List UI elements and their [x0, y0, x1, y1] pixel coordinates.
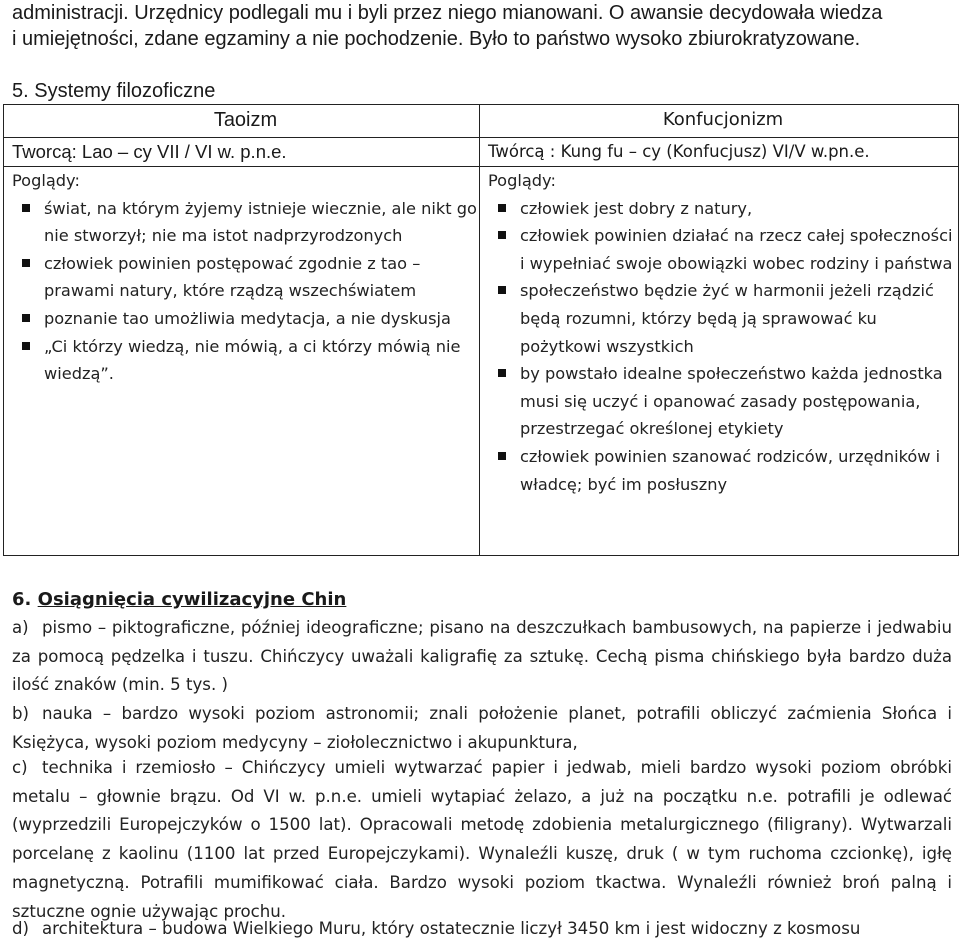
- list-item-text: świat, na którym żyjemy istnieje wiecznie, ale nikt go nie stworzył; nie ma istot nadprzyrodzonych: [44, 198, 477, 246]
- intro-line-1: administracji. Urzędnicy podlegali mu i byli przez niego mianowani. O awansie decydowała wiedza: [12, 2, 883, 24]
- confucianism-header: Konfucjonizm: [480, 105, 959, 138]
- section-6-heading: [12, 587, 346, 613]
- achievement-d-text: architektura – budowa Wielkiego Muru, który ostatecznie liczył 3450 km i jest widoczny z kosmosu: [42, 919, 861, 938]
- achievement-b-label: b): [12, 704, 30, 723]
- achievement-c-label: c): [12, 758, 28, 777]
- achievement-d-label: d): [12, 919, 30, 938]
- bullet-square-icon: [498, 231, 506, 239]
- achievement-c: [12, 754, 952, 926]
- list-item-text: człowiek powinien postępować zgodnie z tao – prawami natury, które rządzą wszechświatem: [44, 253, 421, 301]
- confucianism-views-list: [488, 195, 958, 499]
- bullet-square-icon: [498, 452, 506, 460]
- bullet-square-icon: [22, 259, 30, 267]
- bullet-square-icon: [22, 204, 30, 212]
- list-item: [12, 333, 479, 388]
- intro-line-2: i umiejętności, zdane egzaminy a nie pochodzenie. Było to państwo wysoko zbiurokratyzowane.: [12, 28, 861, 50]
- confucianism-views-cell: [480, 167, 959, 556]
- philosophy-comparison-table: [3, 104, 959, 556]
- list-item-text: człowiek powinien działać na rzecz całej społeczności i wypełniać swoje obowiązki wobec rodziny i państwa: [520, 226, 953, 273]
- taoism-views-list: [12, 195, 479, 388]
- bullet-square-icon: [498, 204, 506, 212]
- list-item-text: „Ci którzy wiedzą, nie mówią, a ci którzy mówią nie wiedzą”.: [44, 336, 461, 384]
- achievement-d: [12, 915, 952, 944]
- bullet-square-icon: [22, 314, 30, 322]
- achievement-b: [12, 700, 952, 757]
- taoism-views-cell: [4, 167, 480, 556]
- list-item: [12, 305, 479, 333]
- taoism-views-label: Poglądy:: [12, 171, 80, 190]
- achievement-a: [12, 614, 952, 700]
- achievement-b-text: nauka – bardzo wysoki poziom astronomii; znali położenie planet, potrafili obliczyć zaćmienia Słońca i Księżyca, wysoki poziom medycyny – ziołolecznictwo i akupunktura,: [12, 704, 952, 752]
- bullet-square-icon: [498, 369, 506, 377]
- list-item: [488, 443, 958, 498]
- list-item-text: społeczeństwo będzie żyć w harmonii jeżeli rządzić będą rozumni, którzy będą ją sprawować ku pożytkowi wszystkich: [520, 281, 934, 356]
- achievement-a-text: pismo – piktograficzne, później ideograficzne; pisano na deszczułkach bambusowych, na papierze i jedwabiu za pomocą pędzelka i tuszu. Chińczycy uważali kaligrafię za sztukę. Cechą pisma chińskiego była bardzo duża ilość znaków (min. 5 tys. ): [12, 618, 952, 695]
- list-item-text: człowiek powinien szanować rodziców, urzędników i władcę; być im posłuszny: [520, 446, 941, 494]
- list-item: [12, 195, 479, 250]
- list-item-text: człowiek jest dobry z natury,: [520, 198, 753, 218]
- taoism-header: Taoizm: [4, 105, 480, 138]
- section-6-number: 6.: [12, 589, 32, 610]
- list-item: [488, 195, 958, 223]
- list-item-text: by powstało idealne społeczeństwo każda jednostka musi się uczyć i opanować zasady postępowania, przestrzegać określonej etykiety: [520, 364, 943, 439]
- confucianism-author: Twórcą : Kung fu – cy (Konfucjusz) VI/V w.pn.e.: [480, 138, 959, 167]
- confucianism-views-label: Poglądy:: [488, 171, 556, 190]
- list-item: [488, 277, 958, 360]
- bullet-square-icon: [498, 286, 506, 294]
- bullet-square-icon: [22, 342, 30, 350]
- list-item: [488, 222, 958, 277]
- achievement-c-text: technika i rzemiosło – Chińczycy umieli wytwarzać papier i jedwab, mieli bardzo wysoki poziom obróbki metalu – głownie brązu. Od VI w. p.n.e. umieli wytapiać żelazo, a już na początku n.e. potrafili je odlewać (wyprzedzili Europejczyków o 1500 lat). Opracowali metodę zdobienia metalurgicznego (filigrany). Wytwarzali porcelanę z kaolinu (1100 lat przed Europejczykami). Wynaleźli kuszę, druk ( w tym ruchoma czcionkę), igłę magnetyczną. Potrafili mumifikować ciała. Bardzo wysoki poziom tkactwa. Wynaleźli również broń palną i sztuczne ognie używając prochu.: [12, 758, 952, 921]
- section-5-heading: 5. Systemy filozoficzne: [12, 80, 216, 102]
- achievement-a-label: a): [12, 618, 29, 637]
- list-item-text: poznanie tao umożliwia medytacja, a nie dyskusja: [44, 308, 451, 328]
- section-6-title: Osiągnięcia cywilizacyjne Chin: [37, 589, 347, 610]
- list-item: [12, 250, 479, 305]
- taoism-author: Tworcą: Lao – cy VII / VI w. p.n.e.: [4, 138, 480, 167]
- list-item: [488, 360, 958, 443]
